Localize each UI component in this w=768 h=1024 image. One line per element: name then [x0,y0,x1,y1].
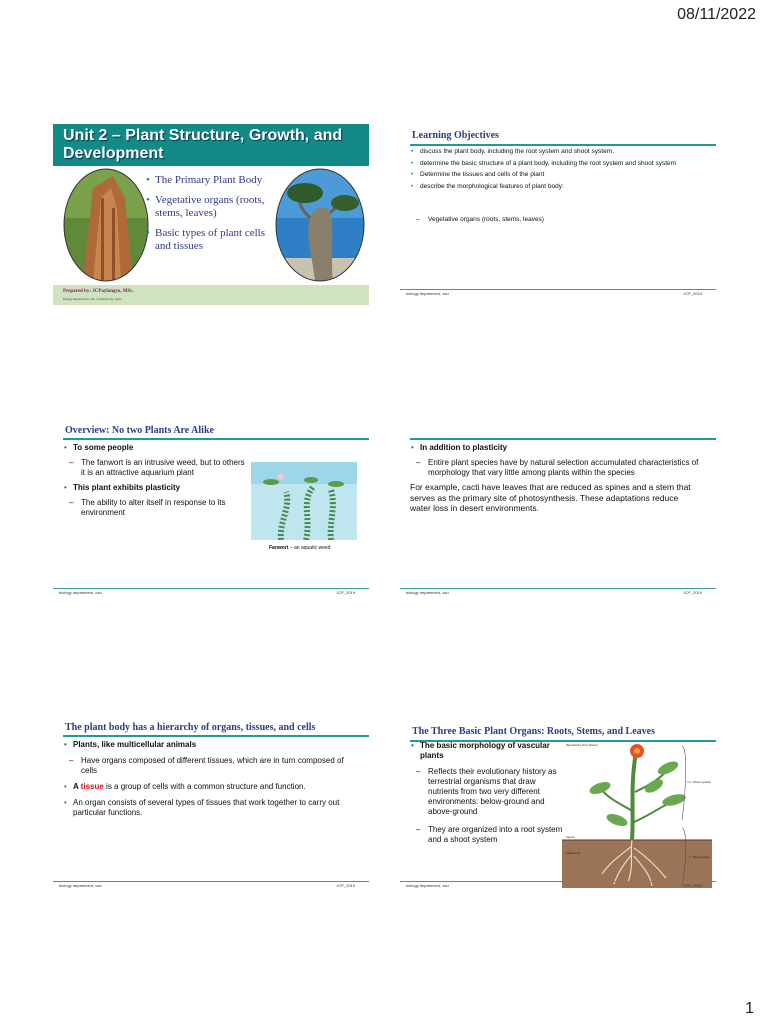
slide2-sub: – Vegetative organs (roots, stems, leaves) [410,216,544,223]
slide1-bullet: • The Primary Plant Body [145,174,275,187]
fanwort-image [251,462,357,540]
slide1-footer-band [53,285,369,305]
lateral-roots-label: Lateral roots [566,852,581,855]
page-date: 08/11/2022 [677,6,756,23]
slide3-sub: – The ability to alter itself in response to its environment [63,498,248,518]
slide-5 [53,716,369,896]
slide4-top-rule [410,438,716,440]
slide5-content [63,740,353,818]
slide2-footer: biology department, cau JCP_2019 [400,289,716,300]
bristlecone-tree-image [275,168,365,282]
slide2-objective: • Determine the tissues and cells of the plant [410,171,700,180]
slide1-bullets [145,174,275,253]
slide-6 [400,716,716,896]
page-number: 1 [745,1000,754,1017]
slide-3 [53,423,369,603]
slide5-bullet: • Plants, like multicellular animals [63,740,353,750]
slide3-footer: biology department, cau JCP_2019 [53,588,369,599]
slide-4 [400,423,716,603]
slide2-objectives [410,148,700,194]
sequoia-tree-image [63,168,149,282]
slide1-bullet: • Basic types of plant cells and tissues [145,227,275,253]
slide3-content [63,443,248,518]
slide2-objective: • determine the basic structure of a plant body, including the root system and shoot system [410,160,700,169]
slide5-footer: biology department, cau JCP_2019 [53,881,369,892]
slide6-sub: – They are organized into a root system and a shoot system [410,825,565,845]
slide6-title: The Three Basic Plant Organs: Roots, Stems, and Leaves [412,726,655,737]
slide3-title-rule [63,438,369,440]
slide2-title: Learning Objectives [412,130,499,141]
slide5-bullet: • An organ consists of several types of tissues that work together to carry out particular functions. [63,798,353,818]
slide5-title-rule [63,735,369,737]
slide6-sub: – Reflects their evolutionary history as terrestrial organisms that draw nutrients from two very different environments: below-ground and above-ground [410,767,565,817]
slide2-objective: • describe the morphological features of plant body: [410,183,700,192]
shoot-system-label: Shoot system [693,780,712,784]
slide6-footer: biology department, cau JCP_2019 [400,881,716,892]
slide2-title-rule [410,144,716,146]
slide4-paragraph: For example, cacti have leaves that are reduced as spines and a stem that serves as the primary site of photosynthesis. These adaptations reduce water loss in desert environments. [410,482,691,513]
slide6-content [410,741,565,845]
root-system-label: Root system [693,855,710,859]
slide1-prepared-by: Prepared by: JCPaylangco, MSc. [63,289,134,294]
slide1-bullet: • Vegetative organs (roots, stems, leaves) [145,194,275,220]
slide4-bullet: • In addition to plasticity [410,443,700,453]
slide4-content [410,443,700,514]
slide2-objective: • discuss the plant body, including the root system and shoot system. [410,148,700,157]
slide4-sub: – Entire plant species have by natural selection accumulated characteristics of morphology that vary little among plants within the species [410,458,700,478]
slide3-bullet: • To some people [63,443,248,453]
slide1-footer-small: biology department | cbt | cordova city, cebu [63,297,122,301]
slide3-sub: – The fanwort is an intrusive weed, but to others it is an attractive aquarium plant [63,458,248,478]
slide3-bullet: • This plant exhibits plasticity [63,483,248,493]
plant-organs-diagram [562,742,712,888]
slide5-title: The plant body has a hierarchy of organs, tissues, and cells [65,722,316,733]
slide-1 [53,124,369,305]
flower-label: Reproductive shoot (flower) [566,744,598,747]
slide-2 [400,124,716,304]
slide6-bullet: • The basic morphology of vascular plants [410,741,565,761]
slide5-sub: – Have organs composed of different tissues, which are in turn composed of cells [63,756,353,776]
taproot-label: Taproot [566,836,575,839]
slide5-bullet: • A tissue is a group of cells with a common structure and function. [63,782,353,792]
slide1-title: Unit 2 – Plant Structure, Growth, and Development [63,127,343,162]
slide3-title: Overview: No two Plants Are Alike [65,425,214,436]
fanwort-caption: Fanwort – an aquatic weed [269,545,331,551]
slide4-footer: biology department, cau JCP_2019 [400,588,716,599]
